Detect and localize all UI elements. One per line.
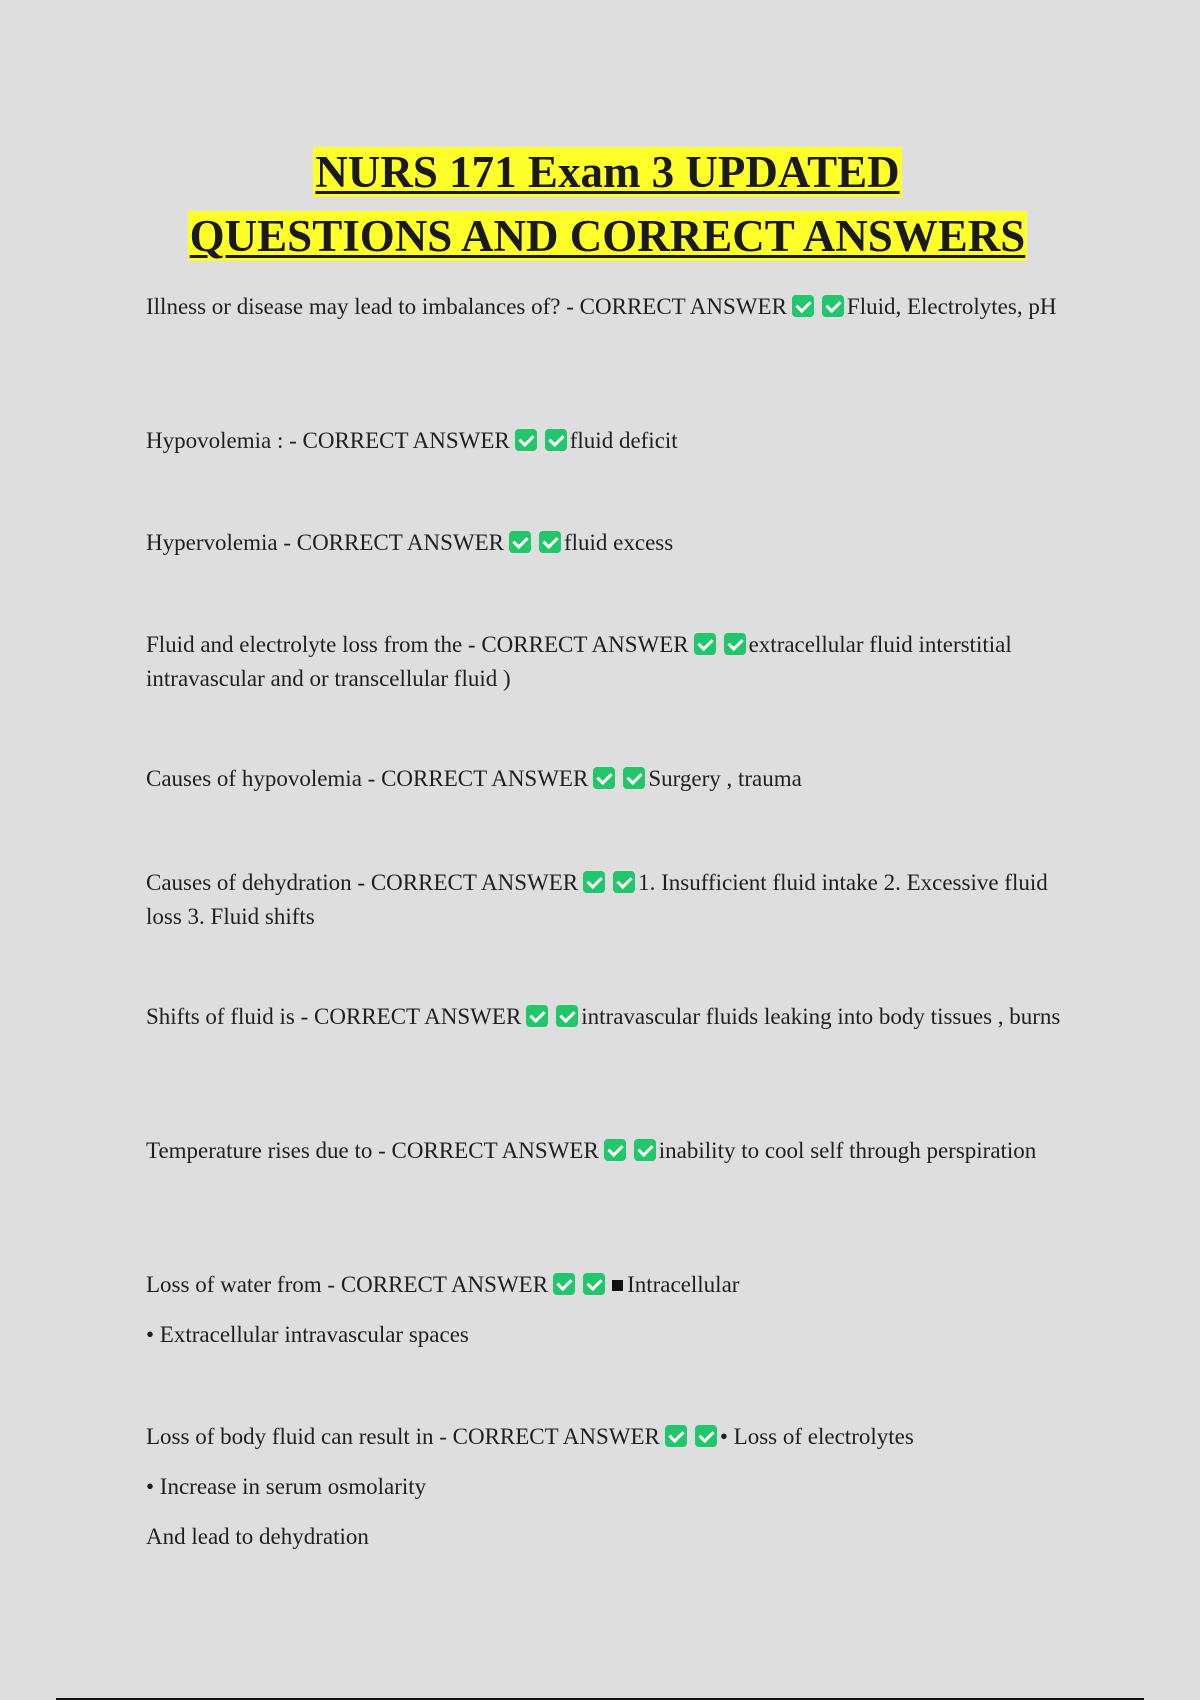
qa-entry: [146, 1420, 1066, 1554]
correct-answer-marker: CORRECT ANSWER: [452, 1424, 660, 1449]
correct-answer-marker: CORRECT ANSWER: [314, 1004, 522, 1029]
check-mark-icon: [665, 1425, 687, 1447]
question-text: Loss of body fluid can result in -: [146, 1424, 453, 1449]
correct-answer-marker: CORRECT ANSWER: [302, 428, 510, 453]
qa-entry: [146, 526, 1066, 560]
answer-text: inability to cool self through perspiration: [658, 1138, 1037, 1163]
answer-continuation: And lead to dehydration: [146, 1524, 369, 1549]
qa-line: [146, 526, 1066, 560]
check-mark-icon: [583, 871, 605, 893]
check-mark-icon: [613, 871, 635, 893]
check-mark-icon: [634, 1139, 656, 1161]
correct-answer-marker: CORRECT ANSWER: [579, 294, 787, 319]
qa-line: [146, 1000, 1066, 1034]
check-mark-icon: [604, 1139, 626, 1161]
qa-entry: [146, 1000, 1066, 1034]
correct-answer-marker: CORRECT ANSWER: [391, 1138, 599, 1163]
black-square-bullet-icon: [612, 1280, 623, 1291]
check-mark-icon: [822, 295, 844, 317]
qa-entry: [146, 1134, 1066, 1168]
qa-line: [146, 290, 1066, 324]
question-text: Hypovolemia : -: [146, 428, 303, 453]
title-line-1: NURS 171 Exam 3 UPDATED: [315, 147, 900, 197]
qa-entry: [146, 424, 1066, 458]
question-text: Loss of water from -: [146, 1272, 341, 1297]
qa-line: [146, 1134, 1066, 1168]
answer-text: • Loss of electrolytes: [719, 1424, 914, 1449]
check-mark-icon: [623, 767, 645, 789]
check-mark-icon: [553, 1273, 575, 1295]
qa-line: [146, 866, 1066, 934]
question-text: Fluid and electrolyte loss from the -: [146, 632, 482, 657]
check-mark-icon: [515, 429, 537, 451]
question-text: Temperature rises due to -: [146, 1138, 392, 1163]
correct-answer-marker: CORRECT ANSWER: [296, 530, 504, 555]
check-mark-icon: [695, 1425, 717, 1447]
check-mark-icon: [593, 767, 615, 789]
question-text: Hypervolemia -: [146, 530, 297, 555]
qa-entry: [146, 762, 1066, 796]
question-text: Shifts of fluid is -: [146, 1004, 315, 1029]
answer-text: Intracellular: [627, 1272, 740, 1297]
qa-line: [146, 628, 1066, 696]
qa-line: [146, 762, 1066, 796]
check-mark-icon: [509, 531, 531, 553]
qa-line: [146, 1268, 1066, 1302]
answer-text: fluid deficit: [569, 428, 678, 453]
qa-line: [146, 1420, 1066, 1454]
check-mark-icon: [724, 633, 746, 655]
correct-answer-marker: CORRECT ANSWER: [481, 632, 689, 657]
qa-entry: [146, 290, 1066, 324]
correct-answer-marker: CORRECT ANSWER: [381, 766, 589, 791]
correct-answer-marker: CORRECT ANSWER: [370, 870, 579, 895]
answer-text: intravascular fluids leaking into body tissues , burns: [581, 1004, 1061, 1029]
qa-entry: [146, 628, 1066, 696]
answer-continuation: • Extracellular intravascular spaces: [146, 1322, 469, 1347]
answer-continuation: • Increase in serum osmolarity: [146, 1474, 427, 1499]
answer-text: 1. Insufficient fluid intake 2. Excessive fluid loss 3. Fluid shifts: [146, 870, 1048, 929]
check-mark-icon: [792, 295, 814, 317]
answer-text: fluid excess: [563, 530, 674, 555]
qa-entry: [146, 1268, 1066, 1352]
correct-answer-marker: CORRECT ANSWER: [340, 1272, 549, 1297]
check-mark-icon: [583, 1273, 605, 1295]
qa-line: [146, 424, 1066, 458]
document-title: [120, 140, 1095, 268]
answer-text: Surgery , trauma: [648, 766, 802, 791]
question-text: Illness or disease may lead to imbalances of? -: [146, 294, 580, 319]
check-mark-icon: [526, 1005, 548, 1027]
question-text: Causes of hypovolemia -: [146, 766, 382, 791]
check-mark-icon: [694, 633, 716, 655]
answer-text: Fluid, Electrolytes, pH: [846, 294, 1057, 319]
question-text: Causes of dehydration -: [146, 870, 371, 895]
check-mark-icon: [545, 429, 567, 451]
check-mark-icon: [539, 531, 561, 553]
answer-text: extracellular fluid interstitial intravascular and or transcellular fluid ): [146, 632, 1012, 691]
qa-entry: [146, 866, 1066, 934]
title-line-2: QUESTIONS AND CORRECT ANSWERS: [189, 211, 1026, 261]
check-mark-icon: [556, 1005, 578, 1027]
